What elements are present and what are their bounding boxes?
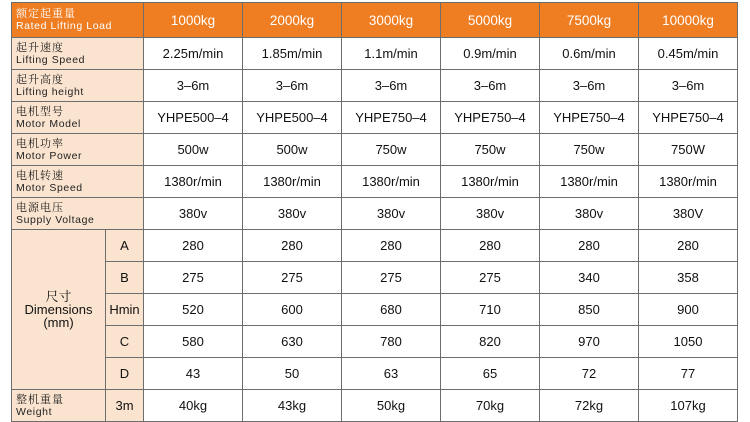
spec-row-lifting-speed bbox=[12, 38, 738, 70]
dim-key: C bbox=[106, 326, 144, 358]
cell: 1380r/min bbox=[144, 166, 243, 198]
cell: 520 bbox=[144, 294, 243, 326]
cell: 40kg bbox=[144, 390, 243, 422]
cell: 500w bbox=[144, 134, 243, 166]
cell: YHPE750–4 bbox=[639, 102, 738, 134]
cell: 380v bbox=[342, 198, 441, 230]
cell: 43kg bbox=[243, 390, 342, 422]
cell: 0.45m/min bbox=[639, 38, 738, 70]
cell: 275 bbox=[441, 262, 540, 294]
cell: 280 bbox=[441, 230, 540, 262]
cell: 2.25m/min bbox=[144, 38, 243, 70]
cell: 750W bbox=[639, 134, 738, 166]
row-label-en: Supply Voltage bbox=[16, 213, 95, 226]
cell: 750w bbox=[441, 134, 540, 166]
row-label-cn: 起升高度 bbox=[16, 73, 64, 86]
header-row bbox=[12, 3, 738, 38]
cell: 280 bbox=[342, 230, 441, 262]
row-label-en: Weight bbox=[16, 405, 53, 418]
spec-row-weight bbox=[12, 390, 738, 422]
cell: 380v bbox=[441, 198, 540, 230]
cell: 72kg bbox=[540, 390, 639, 422]
load-header: 10000kg bbox=[639, 3, 738, 38]
cell: 900 bbox=[639, 294, 738, 326]
cell: 280 bbox=[144, 230, 243, 262]
cell: 3–6m bbox=[144, 70, 243, 102]
cell: 710 bbox=[441, 294, 540, 326]
row-label bbox=[12, 38, 144, 70]
cell: 1380r/min bbox=[639, 166, 738, 198]
cell: 380v bbox=[144, 198, 243, 230]
cell: 1380r/min bbox=[342, 166, 441, 198]
spec-row-lifting-height bbox=[12, 70, 738, 102]
cell: 1.85m/min bbox=[243, 38, 342, 70]
spec-row-motor-speed bbox=[12, 166, 738, 198]
header-label-en: Rated Lifting Load bbox=[16, 20, 113, 32]
row-label bbox=[12, 198, 144, 230]
cell: 680 bbox=[342, 294, 441, 326]
cell: 3–6m bbox=[243, 70, 342, 102]
dim-row-hmin bbox=[12, 294, 738, 326]
cell: 850 bbox=[540, 294, 639, 326]
cell: 358 bbox=[639, 262, 738, 294]
dim-key: A bbox=[106, 230, 144, 262]
cell: 70kg bbox=[441, 390, 540, 422]
cell: YHPE500–4 bbox=[243, 102, 342, 134]
row-label-cn: 电机转速 bbox=[16, 169, 64, 182]
cell: 280 bbox=[540, 230, 639, 262]
cell: 0.9m/min bbox=[441, 38, 540, 70]
cell: 380V bbox=[639, 198, 738, 230]
cell: 1380r/min bbox=[441, 166, 540, 198]
dim-row-b bbox=[12, 262, 738, 294]
row-label-cn: 电机型号 bbox=[16, 105, 64, 118]
cell: 3–6m bbox=[441, 70, 540, 102]
row-label-cn: 电源电压 bbox=[16, 201, 64, 214]
cell: 750w bbox=[540, 134, 639, 166]
cell: 780 bbox=[342, 326, 441, 358]
row-label-en: Motor Speed bbox=[16, 181, 83, 194]
cell: 750w bbox=[342, 134, 441, 166]
load-header: 3000kg bbox=[342, 3, 441, 38]
spec-row-supply-voltage bbox=[12, 198, 738, 230]
header-label-cell bbox=[12, 3, 144, 38]
cell: 50kg bbox=[342, 390, 441, 422]
cell: 3–6m bbox=[639, 70, 738, 102]
cell: 107kg bbox=[639, 390, 738, 422]
dim-row-a bbox=[12, 230, 738, 262]
cell: 275 bbox=[144, 262, 243, 294]
cell: YHPE750–4 bbox=[441, 102, 540, 134]
cell: 280 bbox=[243, 230, 342, 262]
row-label-en: Motor Model bbox=[16, 117, 81, 130]
row-label bbox=[12, 390, 106, 422]
dimensions-label bbox=[12, 230, 106, 390]
cell: 3–6m bbox=[540, 70, 639, 102]
row-label bbox=[12, 166, 144, 198]
cell: 1050 bbox=[639, 326, 738, 358]
dim-key: B bbox=[106, 262, 144, 294]
load-header: 2000kg bbox=[243, 3, 342, 38]
row-label-en: Motor Power bbox=[16, 149, 83, 162]
cell: 65 bbox=[441, 358, 540, 390]
cell: 380v bbox=[243, 198, 342, 230]
dimensions-unit: (mm) bbox=[43, 315, 74, 330]
row-label-cn: 起升速度 bbox=[16, 41, 64, 54]
cell: 275 bbox=[243, 262, 342, 294]
cell: 1380r/min bbox=[540, 166, 639, 198]
spec-table bbox=[11, 2, 738, 422]
header-label-cn: 额定起重量 bbox=[16, 8, 76, 20]
cell: 0.6m/min bbox=[540, 38, 639, 70]
dim-row-c bbox=[12, 326, 738, 358]
row-label bbox=[12, 102, 144, 134]
cell: 970 bbox=[540, 326, 639, 358]
cell: 63 bbox=[342, 358, 441, 390]
dim-row-d bbox=[12, 358, 738, 390]
dimensions-label-en: Dimensions bbox=[24, 302, 93, 317]
cell: 630 bbox=[243, 326, 342, 358]
row-label bbox=[12, 134, 144, 166]
cell: 380v bbox=[540, 198, 639, 230]
row-label-en: Lifting Speed bbox=[16, 53, 86, 66]
cell: 340 bbox=[540, 262, 639, 294]
load-header: 5000kg bbox=[441, 3, 540, 38]
cell: YHPE500–4 bbox=[144, 102, 243, 134]
cell: 72 bbox=[540, 358, 639, 390]
row-label-cn: 整机重量 bbox=[16, 393, 64, 406]
cell: 820 bbox=[441, 326, 540, 358]
cell: YHPE750–4 bbox=[342, 102, 441, 134]
cell: 77 bbox=[639, 358, 738, 390]
cell: 1380r/min bbox=[243, 166, 342, 198]
cell: 280 bbox=[639, 230, 738, 262]
cell: 3–6m bbox=[342, 70, 441, 102]
weight-sub-key: 3m bbox=[106, 390, 144, 422]
row-label-en: Lifting height bbox=[16, 85, 84, 98]
spec-row-motor-power bbox=[12, 134, 738, 166]
cell: 275 bbox=[342, 262, 441, 294]
row-label bbox=[12, 70, 144, 102]
spec-row-motor-model bbox=[12, 102, 738, 134]
cell: 43 bbox=[144, 358, 243, 390]
cell: 580 bbox=[144, 326, 243, 358]
load-header: 7500kg bbox=[540, 3, 639, 38]
row-label-cn: 电机功率 bbox=[16, 137, 64, 150]
cell: 50 bbox=[243, 358, 342, 390]
cell: 1.1m/min bbox=[342, 38, 441, 70]
dim-key: Hmin bbox=[106, 294, 144, 326]
dim-key: D bbox=[106, 358, 144, 390]
cell: 500w bbox=[243, 134, 342, 166]
cell: YHPE750–4 bbox=[540, 102, 639, 134]
cell: 600 bbox=[243, 294, 342, 326]
dimensions-label-cn: 尺寸 bbox=[45, 289, 72, 304]
load-header: 1000kg bbox=[144, 3, 243, 38]
